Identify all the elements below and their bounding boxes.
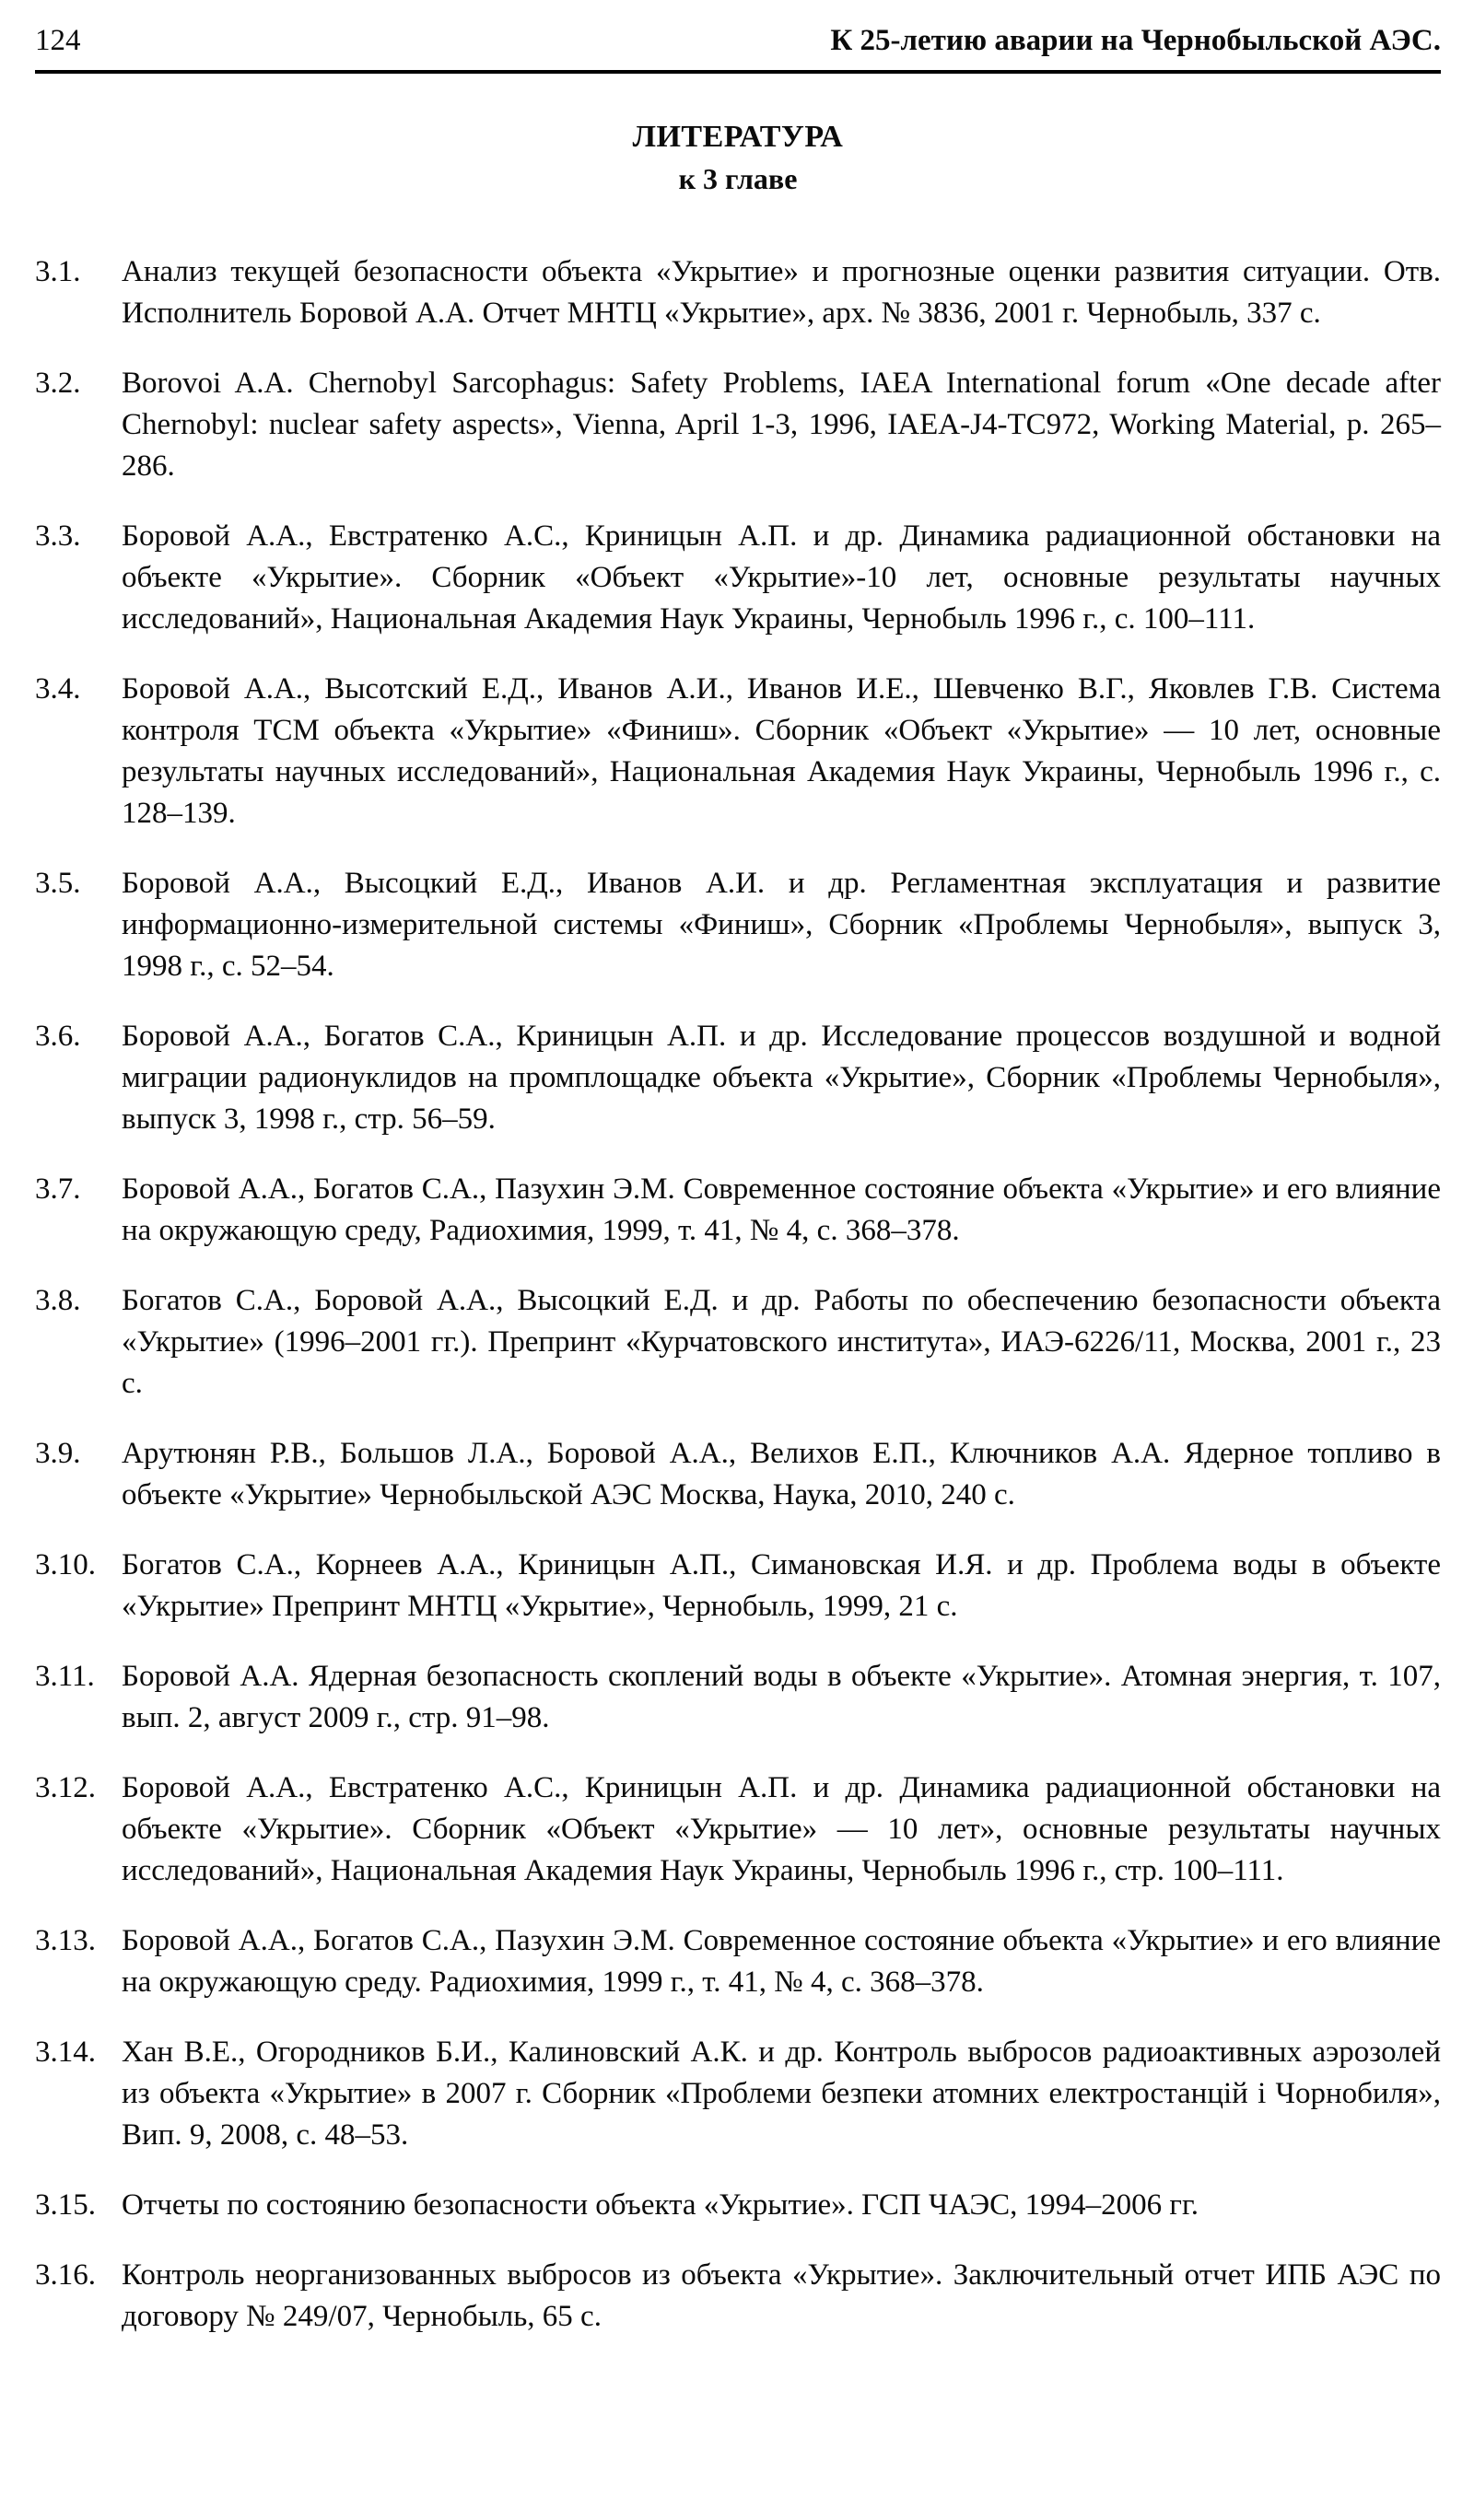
reference-text: Контроль неорганизованных выбросов из объекта «Укрытие». Заключительный отчет ИПБ АЭС по договору № 249/07, Чернобыль, 65 с.	[122, 2258, 1441, 2333]
reference-item	[35, 2185, 1441, 2226]
running-head	[35, 22, 1441, 59]
reference-item	[35, 251, 1441, 334]
reference-item	[35, 2032, 1441, 2156]
reference-text: Богатов С.А., Боровой А.А., Высоцкий Е.Д. и др. Работы по обеспечению безопасности объекта «Укрытие» (1996–2001 гг.). Препринт «Курчатовского института», ИАЭ-6226/11, Москва, 2001 г., 23 с.	[122, 1284, 1441, 1400]
reference-text: Богатов С.А., Корнеев А.А., Криницын А.П., Симановская И.Я. и др. Проблема воды в объекте «Укрытие» Препринт МНТЦ «Укрытие», Чернобыль, 1999, 21 с.	[122, 1548, 1441, 1623]
chapter-bibliography-heading	[35, 120, 1441, 196]
reference-item	[35, 1016, 1441, 1140]
reference-number: 3.9.	[35, 1437, 81, 1470]
reference-number: 3.8.	[35, 1284, 81, 1317]
reference-item	[35, 516, 1441, 640]
reference-number: 3.4.	[35, 672, 81, 706]
reference-text: Боровой А.А., Евстратенко А.С., Криницын А.П. и др. Динамика радиационной обстановки на объекте «Укрытие». Сборник «Объект «Укрытие»-10 лет, основные результаты научных исследований», Национальная Академия Наук Украины, Чернобыль 1996 г., с. 100–111.	[122, 519, 1441, 636]
reference-item	[35, 2255, 1441, 2338]
reference-item	[35, 1280, 1441, 1405]
reference-item	[35, 669, 1441, 834]
reference-item	[35, 1768, 1441, 1892]
reference-number: 3.11.	[35, 1660, 95, 1693]
reference-number: 3.12.	[35, 1771, 96, 1804]
reference-text: Арутюнян Р.В., Большов Л.А., Боровой А.А., Велихов Е.П., Ключников А.А. Ядерное топливо в объекте «Укрытие» Чернобыльской АЭС Москва, Наука, 2010, 240 с.	[122, 1437, 1441, 1511]
reference-number: 3.7.	[35, 1172, 81, 1206]
reference-text: Боровой А.А. Ядерная безопасность скоплений воды в объекте «Укрытие». Атомная энергия, т. 107, вып. 2, август 2009 г., стр. 91–98.	[122, 1660, 1441, 1734]
reference-text: Хан В.Е., Огородников Б.И., Калиновский А.К. и др. Контроль выбросов радиоактивных аэрозолей из объекта «Укрытие» в 2007 г. Сборник «Проблеми безпеки атомних електростанцій і Чорнобиля», Вип. 9, 2008, с. 48–53.	[122, 2036, 1441, 2152]
reference-number: 3.3.	[35, 519, 81, 553]
reference-item	[35, 363, 1441, 487]
reference-text: Боровой А.А., Богатов С.А., Пазухин Э.М. Современное состояние объекта «Укрытие» и его влияние на окружающую среду, Радиохимия, 1999, т. 41, № 4, с. 368–378.	[122, 1172, 1441, 1247]
reference-text: Анализ текущей безопасности объекта «Укрытие» и прогнозные оценки развития ситуации. Отв. Исполнитель Боровой А.А. Отчет МНТЦ «Укрытие», арх. № 3836, 2001 г. Чернобыль, 337 с.	[122, 255, 1441, 330]
page-number: 124	[35, 24, 81, 57]
reference-number: 3.15.	[35, 2188, 96, 2222]
reference-number: 3.2.	[35, 367, 81, 400]
running-title: К 25-летию аварии на Чернобыльской АЭС.	[830, 24, 1441, 57]
reference-list	[35, 251, 1441, 2338]
reference-text: Боровой А.А., Высотский Е.Д., Иванов А.И., Иванов И.Е., Шевченко В.Г., Яковлев Г.В. Система контроля ТСМ объекта «Укрытие» «Финиш». Сборник «Объект «Укрытие» — 10 лет, основные результаты научных исследований», Национальная Академия Наук Украины, Чернобыль 1996 г., с. 128–139.	[122, 672, 1441, 830]
reference-number: 3.13.	[35, 1924, 96, 1957]
reference-text: Боровой А.А., Евстратенко А.С., Криницын А.П. и др. Динамика радиационной обстановки на объекте «Укрытие». Сборник «Объект «Укрытие» — 10 лет», основные результаты научных исследований», Национальная Академия Наук Украины, Чернобыль 1996 г., стр. 100–111.	[122, 1771, 1441, 1887]
reference-text: Боровой А.А., Богатов С.А., Пазухин Э.М. Современное состояние объекта «Укрытие» и его влияние на окружающую среду. Радиохимия, 1999 г., т. 41, № 4, с. 368–378.	[122, 1924, 1441, 1999]
bibliography-title: ЛИТЕРАТУРА	[632, 120, 844, 154]
reference-item	[35, 1920, 1441, 2003]
reference-item	[35, 1169, 1441, 1252]
reference-number: 3.5.	[35, 867, 81, 900]
reference-number: 3.6.	[35, 1020, 81, 1053]
header-rule	[35, 70, 1441, 74]
reference-number: 3.10.	[35, 1548, 96, 1581]
reference-number: 3.16.	[35, 2258, 96, 2292]
reference-text: Боровой А.А., Высоцкий Е.Д., Иванов А.И. и др. Регламентная эксплуатация и развитие информационно-измерительной системы «Финиш», Сборник «Проблемы Чернобыля», выпуск 3, 1998 г., с. 52–54.	[122, 867, 1441, 983]
reference-number: 3.1.	[35, 255, 81, 288]
bibliography-subtitle: к 3 главе	[678, 162, 798, 195]
reference-text: Отчеты по состоянию безопасности объекта «Укрытие». ГСП ЧАЭС, 1994–2006 гг.	[122, 2188, 1199, 2222]
reference-item	[35, 1433, 1441, 1516]
reference-number: 3.14.	[35, 2036, 96, 2069]
reference-text: Borovoi A.A. Chernobyl Sarcophagus: Safety Problems, IAEA International forum «One decade after Chernobyl: nuclear safety aspects», Vienna, April 1-3, 1996, IAEA-J4-TC972, Working Material, p. 265–286.	[122, 367, 1441, 483]
reference-text: Боровой А.А., Богатов С.А., Криницын А.П. и др. Исследование процессов воздушной и водной миграции радионуклидов на промплощадке объекта «Укрытие», Сборник «Проблемы Чернобыля», выпуск 3, 1998 г., стр. 56–59.	[122, 1020, 1441, 1136]
reference-item	[35, 863, 1441, 987]
reference-item	[35, 1545, 1441, 1628]
reference-item	[35, 1656, 1441, 1739]
